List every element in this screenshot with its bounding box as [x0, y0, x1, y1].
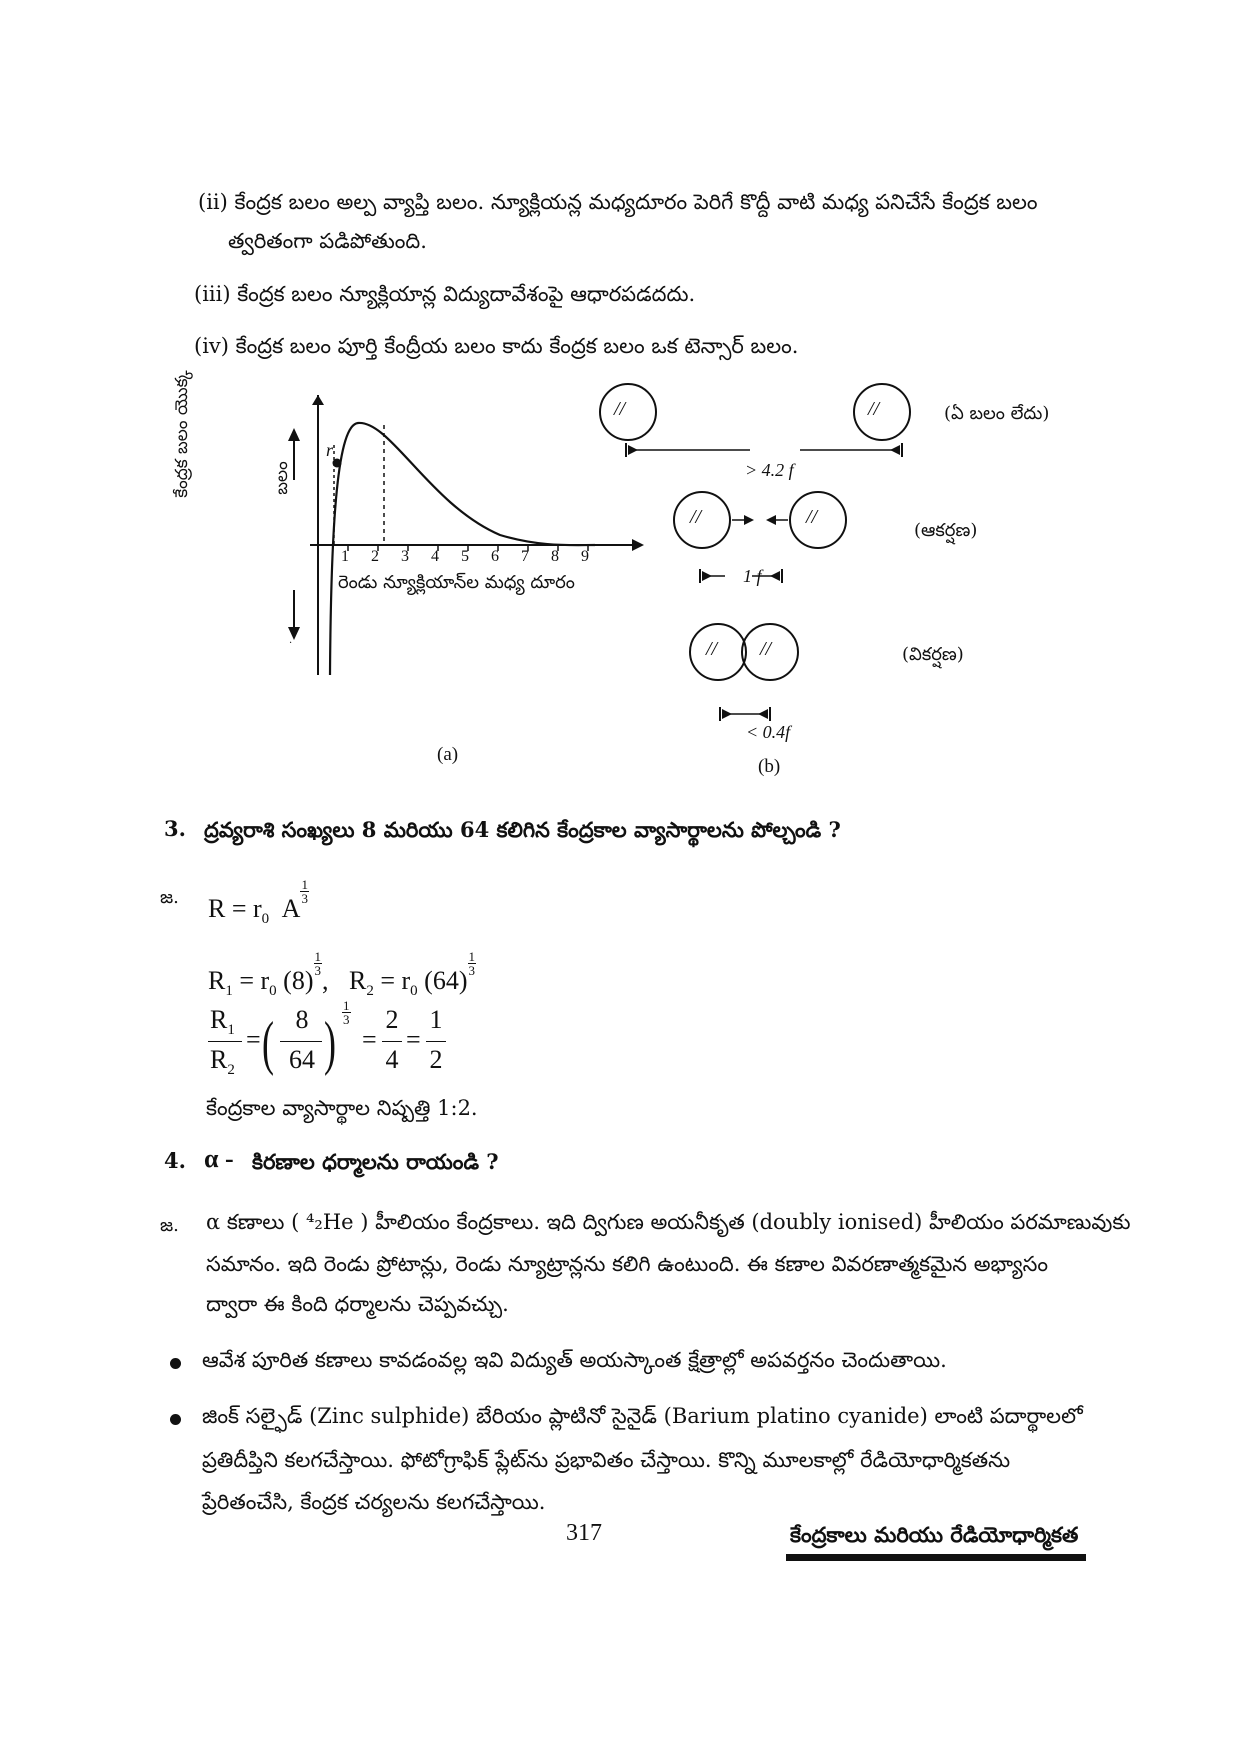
nucleon-hatch: // [806, 506, 818, 528]
distance-1f-label: 1 f [743, 566, 762, 586]
graph-y-arrowhead [312, 395, 324, 405]
r-label: r [326, 440, 334, 460]
point-ii-line2: త్వరితంగా పడిపోతుంది. [228, 229, 427, 253]
attraction-label: (ఆకర్షణ) [914, 520, 978, 541]
bullet-dot [170, 1414, 181, 1425]
nucleon-hatch: // [706, 638, 718, 660]
q4-answer-label: జ. [160, 1215, 179, 1236]
nucleon-hatch: // [614, 398, 626, 420]
nucleon-circle [854, 384, 910, 440]
tick-1: 1 [341, 548, 349, 565]
eq1-exponent: $\frac{1}{3}$ [301, 877, 308, 906]
q4-bullet2-line2: ప్రతిదీప్తిని కలగచేస్తాయి. ఫోటోగ్రాఫిక్ ప్లేట్‌ను ప్రభావితం చేస్తాయి. కొన్ని మూలకాల్లో రేడియోధార్మికతను [202, 1448, 1011, 1472]
nucleon-hatch: // [690, 506, 702, 528]
figure-b-caption: (b) [758, 756, 781, 777]
tick-8: 8 [551, 548, 559, 565]
eq1-sub: 0 [261, 911, 270, 928]
svg-text:.: . [289, 635, 293, 646]
q4-bullet1: ఆవేశ పూరిత కణాలు కావడంవల్ల ఇవి విద్యుత్ అయస్కాంత క్షేత్రాల్లో అపవర్తనం చెందుతాయి. [202, 1348, 947, 1372]
q4-number: 4. [164, 1148, 186, 1173]
eq-radius-formula [208, 878, 309, 928]
q4-answer-line3: ద్వారా ఈ కింది ధర్మాలను చెప్పవచ్చు. [206, 1292, 509, 1316]
nucleon-circle [674, 492, 730, 548]
no-force-label: (ఏ బలం లేదు) [944, 403, 1050, 424]
y-axis-label-line1: కేంద్రక బలం యొక్క [172, 370, 192, 498]
bullet-dot [170, 1358, 181, 1369]
q3-number: 3. [164, 816, 186, 841]
q4-answer-line2: సమానం. ఇది రెండు ప్రోటాన్లు, రెండు న్యూట్రాన్లను కలిగి ఉంటుంది. ఈ కణాల వివరణాత్మకమైన అభ్యాసం [206, 1252, 1049, 1276]
point-iii: (iii) కేంద్రక బలం న్యూక్లియాన్ల విద్యుదావేశంపై ఆధారపడదదు. [194, 282, 696, 306]
q4-bullet2-line1: జింక్ సల్ఫైడ్ (Zinc sulphide) బేరియం ప్లాటినో సైనైడ్ (Barium platino cyanide) లాంటి పదార్థాలలో [202, 1404, 1083, 1428]
tick-5: 5 [461, 548, 469, 565]
q3-answer-label: జ. [160, 887, 179, 908]
page-number: 317 [566, 1520, 602, 1546]
chapter-title: కేంద్రకాలు మరియు రేడియోధార్మికత [790, 1522, 1079, 1547]
eq1-A: A [281, 894, 301, 923]
point-r-marker [333, 459, 342, 468]
x-axis-label: రెండు న్యూక్లియాన్‌ల మధ్య దూరం [338, 572, 575, 593]
distance-lt-label: < 0.4f [746, 722, 791, 742]
tick-3: 3 [401, 548, 409, 565]
nucleon-hatch: // [868, 398, 880, 420]
q3-conclusion: కేంద్రకాల వ్యాసార్థాల నిష్పత్తి 1:2. [206, 1096, 478, 1120]
q4-text: కిరణాల ధర్మాలను రాయండి ? [252, 1149, 499, 1174]
tick-2: 2 [371, 548, 379, 565]
figure-a-caption: (a) [437, 744, 459, 765]
tick-9: 9 [581, 548, 589, 565]
repulsion-label: (వికర్షణ) [902, 644, 964, 665]
eq-r1-r2: $R_1 = r_0$ (8) $\frac{1}{3}$, $R_2 = r_0$ (64) $\frac{1}{3}$ [208, 949, 475, 1000]
y-axis-label-line2: బలం [272, 461, 292, 495]
q4-answer-line1: α కణాలు ( ⁴₂He ) హీలియం కేంద్రకాలు. ఇది ద్విగుణ అయనీకృత (doubly ionised) హీలియం పరమాణువుకు [206, 1210, 1131, 1234]
q4-alpha: α - [204, 1144, 234, 1173]
nucleon-circle [790, 492, 846, 548]
distance-gt-label: > 4.2 f [745, 460, 794, 480]
eq1-lhs: R = r [208, 894, 262, 923]
tick-4: 4 [431, 548, 439, 565]
nucleon-circle [690, 624, 746, 680]
eq-ratio: $R_1$ $R_2$ = ( 8 64 ) $\frac{1}{3}$ = 2 4 = 1 2 [206, 1005, 446, 1085]
point-ii-line1: (ii) కేంద్రక బలం అల్ప వ్యాప్తి బలం. న్యూక్లియన్ల మధ్యదూరం పెరిగే కొద్దీ వాటి మధ్య పనిచేసే కేంద్రక బలం [198, 190, 1038, 214]
q4-bullet2-line3: ప్రేరితంచేసి, కేంద్రక చర్యలను కలగచేస్తాయి. [202, 1490, 546, 1514]
tick-6: 6 [491, 548, 499, 565]
nucleon-circle [600, 384, 656, 440]
nucleon-hatch: // [760, 638, 772, 660]
point-iv: (iv) కేంద్రక బలం పూర్తి కేంద్రీయ బలం కాదు కేంద్రక బలం ఒక టెన్సార్ బలం. [194, 334, 799, 358]
tick-7: 7 [521, 548, 529, 565]
q3-text: ద్రవ్యరాశి సంఖ్యలు 8 మరియు 64 కలిగిన కేంద్రకాల వ్యాసార్థాలను పోల్చండి ? [204, 817, 841, 842]
footer-rule [786, 1554, 1086, 1561]
